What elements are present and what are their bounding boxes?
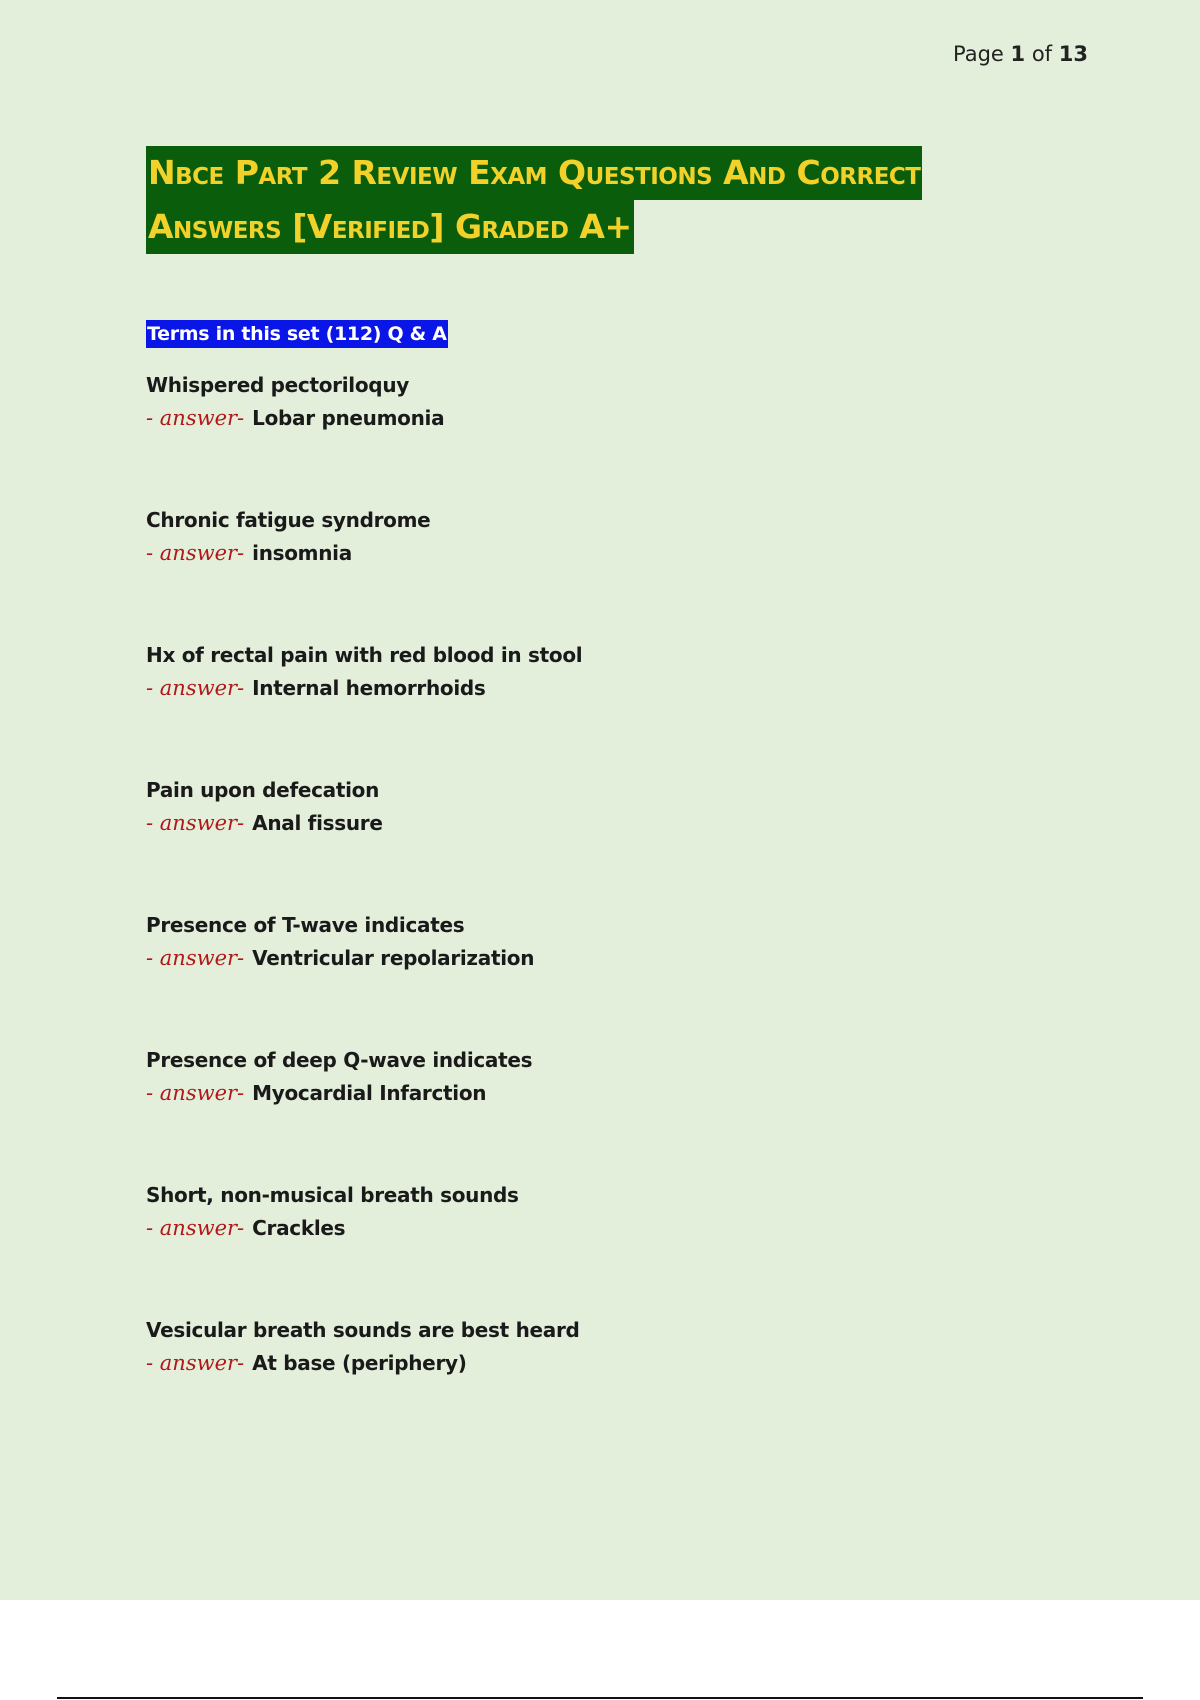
answer-tag: - answer- bbox=[146, 1351, 245, 1375]
answer-line bbox=[146, 940, 1046, 977]
page-current: 1 bbox=[1010, 42, 1026, 66]
question-text: Hx of rectal pain with red blood in stool bbox=[146, 643, 583, 667]
answer-tag: - answer- bbox=[146, 406, 245, 430]
title-line-1: Nbce Part 2 Review Exam Questions And Correct bbox=[146, 146, 922, 200]
answer-text: Lobar pneumonia bbox=[252, 406, 445, 430]
qa-item bbox=[146, 640, 1046, 775]
question-text: Pain upon defecation bbox=[146, 778, 380, 802]
answer-text: Ventricular repolarization bbox=[252, 946, 535, 970]
qa-item bbox=[146, 775, 1046, 910]
document-title bbox=[146, 146, 1046, 254]
answer-line bbox=[146, 1210, 1046, 1247]
answer-line bbox=[146, 1345, 1046, 1382]
answer-text: At base (periphery) bbox=[252, 1351, 467, 1375]
qa-item bbox=[146, 910, 1046, 1045]
answer-line bbox=[146, 670, 1046, 707]
question-text: Chronic fatigue syndrome bbox=[146, 508, 431, 532]
answer-text: Internal hemorrhoids bbox=[252, 676, 486, 700]
answer-line bbox=[146, 535, 1046, 572]
question-text: Presence of deep Q-wave indicates bbox=[146, 1048, 533, 1072]
question-text: Vesicular breath sounds are best heard bbox=[146, 1318, 580, 1342]
page-of-label: of bbox=[1031, 42, 1053, 66]
page-label: Page bbox=[952, 42, 1004, 66]
answer-tag: - answer- bbox=[146, 1081, 245, 1105]
answer-tag: - answer- bbox=[146, 946, 245, 970]
qa-item bbox=[146, 1315, 1046, 1450]
answer-line bbox=[146, 400, 1046, 437]
answer-line bbox=[146, 805, 1046, 842]
qa-item bbox=[146, 1180, 1046, 1315]
answer-tag: - answer- bbox=[146, 1216, 245, 1240]
page-number bbox=[953, 42, 1088, 66]
title-line-2: Answers [Verified] Graded A+ bbox=[146, 200, 634, 254]
qa-item bbox=[146, 1045, 1046, 1180]
answer-text: Myocardial Infarction bbox=[252, 1081, 487, 1105]
answer-text: Crackles bbox=[252, 1216, 346, 1240]
question-text: Whispered pectoriloquy bbox=[146, 373, 409, 397]
answer-line bbox=[146, 1075, 1046, 1112]
terms-heading: Terms in this set (112) Q & A bbox=[146, 320, 448, 348]
answer-tag: - answer- bbox=[146, 811, 245, 835]
answer-tag: - answer- bbox=[146, 676, 245, 700]
page-total: 13 bbox=[1058, 42, 1088, 66]
answer-text: Anal fissure bbox=[252, 811, 383, 835]
footer-rule bbox=[57, 1697, 1143, 1699]
answer-text: insomnia bbox=[252, 541, 352, 565]
question-text: Short, non-musical breath sounds bbox=[146, 1183, 519, 1207]
qa-item bbox=[146, 505, 1046, 640]
qa-list bbox=[146, 370, 1046, 1450]
qa-item bbox=[146, 370, 1046, 505]
answer-tag: - answer- bbox=[146, 541, 245, 565]
question-text: Presence of T-wave indicates bbox=[146, 913, 465, 937]
